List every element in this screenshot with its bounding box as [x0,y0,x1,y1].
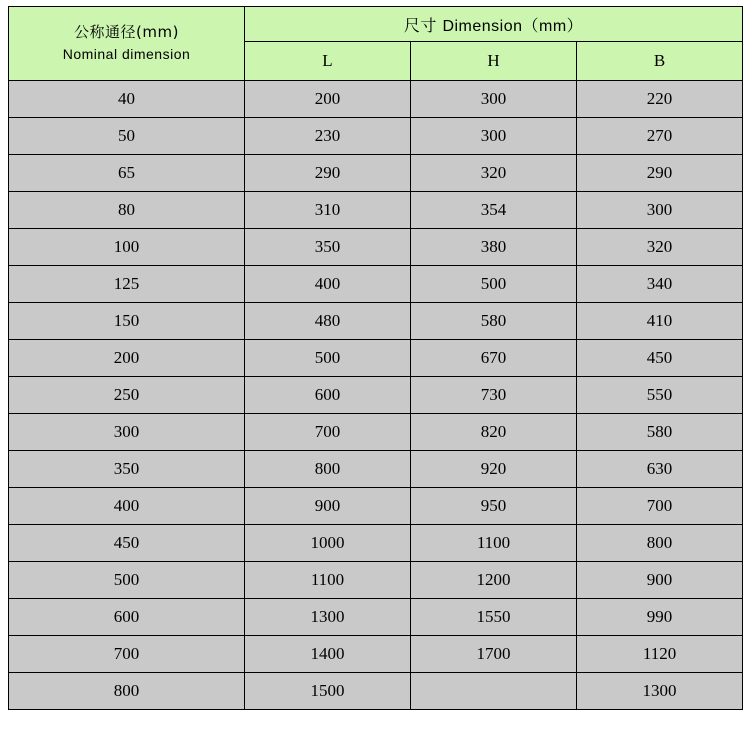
cell-h: 500 [411,266,577,303]
table-body [9,81,743,710]
cell-l: 500 [245,340,411,377]
cell-h: 300 [411,81,577,118]
cell-l: 600 [245,377,411,414]
cell-h: 730 [411,377,577,414]
cell-h: 580 [411,303,577,340]
header-column-h: H [411,42,577,81]
cell-nominal: 350 [9,451,245,488]
cell-b: 630 [577,451,743,488]
cell-h: 670 [411,340,577,377]
cell-l: 480 [245,303,411,340]
cell-h: 1200 [411,562,577,599]
cell-l: 1400 [245,636,411,673]
table-header [9,7,743,81]
cell-l: 400 [245,266,411,303]
header-nominal-dimension [9,7,245,81]
cell-l: 290 [245,155,411,192]
cell-nominal: 800 [9,673,245,710]
cell-b: 1120 [577,636,743,673]
table-row [9,599,743,636]
table-row [9,303,743,340]
cell-h: 380 [411,229,577,266]
cell-b: 410 [577,303,743,340]
cell-l: 700 [245,414,411,451]
cell-nominal: 65 [9,155,245,192]
cell-nominal: 250 [9,377,245,414]
cell-h: 354 [411,192,577,229]
cell-b: 340 [577,266,743,303]
cell-b: 220 [577,81,743,118]
cell-l: 1100 [245,562,411,599]
table-row [9,266,743,303]
cell-nominal: 80 [9,192,245,229]
cell-nominal: 600 [9,599,245,636]
cell-l: 1000 [245,525,411,562]
cell-l: 310 [245,192,411,229]
cell-b: 300 [577,192,743,229]
cell-h: 300 [411,118,577,155]
dimension-table [8,6,743,710]
cell-nominal: 500 [9,562,245,599]
cell-l: 350 [245,229,411,266]
table-row [9,340,743,377]
cell-nominal: 700 [9,636,245,673]
cell-nominal: 40 [9,81,245,118]
cell-b: 290 [577,155,743,192]
table-row [9,414,743,451]
cell-b: 900 [577,562,743,599]
header-column-b: B [577,42,743,81]
table-row [9,636,743,673]
cell-h: 920 [411,451,577,488]
table-row [9,525,743,562]
cell-b: 320 [577,229,743,266]
cell-nominal: 50 [9,118,245,155]
table-row [9,673,743,710]
header-dimension-en: Dimension（mm） [442,17,584,35]
cell-b: 550 [577,377,743,414]
cell-nominal: 300 [9,414,245,451]
table-row [9,155,743,192]
table-row [9,229,743,266]
cell-l: 900 [245,488,411,525]
cell-h: 1700 [411,636,577,673]
cell-b: 700 [577,488,743,525]
cell-nominal: 150 [9,303,245,340]
header-dimension-cn: 尺寸 [403,15,437,35]
cell-b: 990 [577,599,743,636]
cell-h [411,673,577,710]
cell-l: 200 [245,81,411,118]
cell-l: 1300 [245,599,411,636]
table-row [9,488,743,525]
header-nominal-en: Nominal dimension [62,46,191,63]
cell-b: 580 [577,414,743,451]
cell-b: 270 [577,118,743,155]
cell-nominal: 400 [9,488,245,525]
header-row-primary [9,7,743,42]
table-row [9,118,743,155]
cell-nominal: 200 [9,340,245,377]
cell-b: 450 [577,340,743,377]
header-column-l: L [245,42,411,81]
cell-nominal: 100 [9,229,245,266]
header-nominal-cn: 公称通径(mm) [74,23,179,42]
cell-h: 1100 [411,525,577,562]
cell-b: 800 [577,525,743,562]
cell-l: 800 [245,451,411,488]
table-row [9,81,743,118]
cell-nominal: 450 [9,525,245,562]
cell-nominal: 125 [9,266,245,303]
table-row [9,562,743,599]
cell-h: 820 [411,414,577,451]
cell-h: 950 [411,488,577,525]
cell-h: 320 [411,155,577,192]
header-dimension-group [245,7,743,42]
cell-b: 1300 [577,673,743,710]
table-row [9,377,743,414]
cell-l: 230 [245,118,411,155]
table-row [9,451,743,488]
table-row [9,192,743,229]
cell-l: 1500 [245,673,411,710]
cell-h: 1550 [411,599,577,636]
